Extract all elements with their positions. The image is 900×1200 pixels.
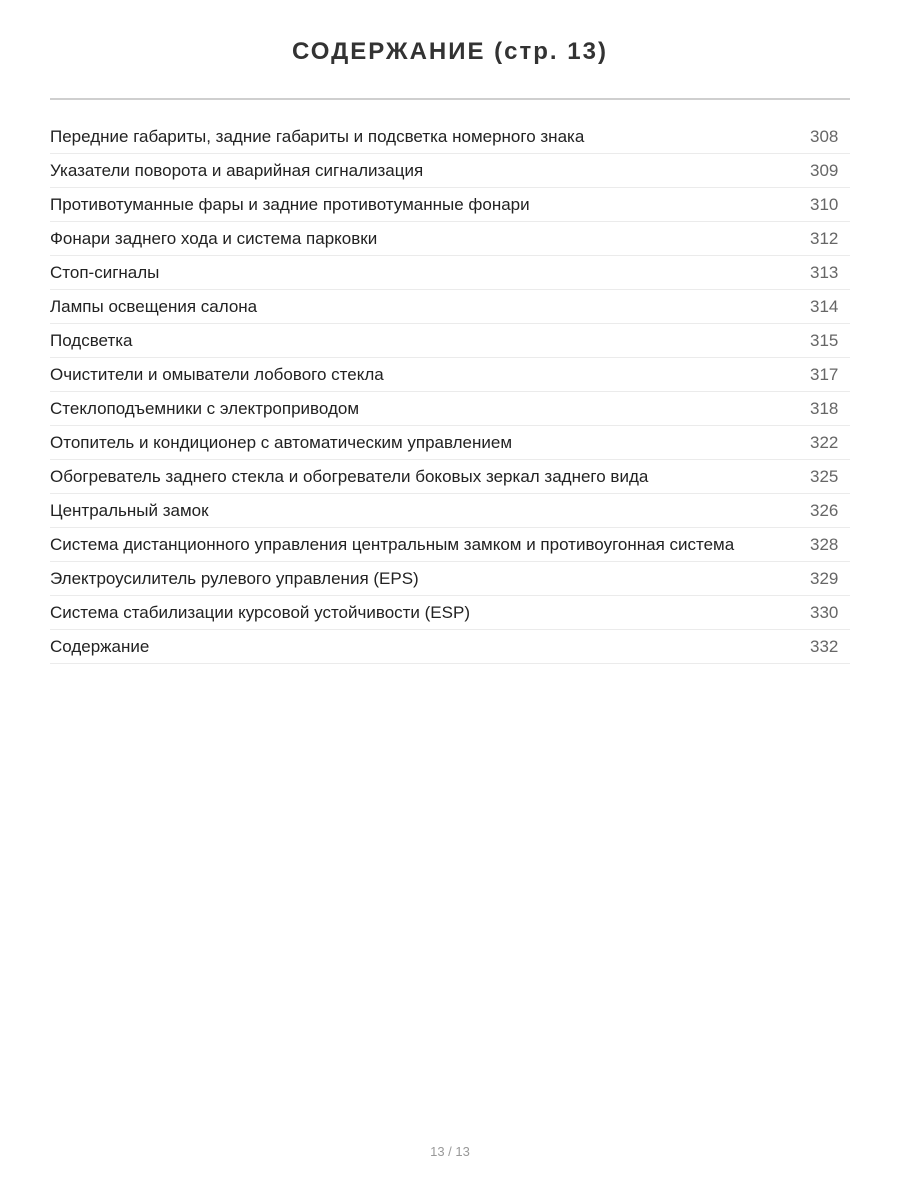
- toc-entry-label: Система дистанционного управления центральным замком и противоугонная система: [50, 534, 735, 554]
- toc-entry[interactable]: [50, 120, 850, 154]
- toc-entry-page: 309: [810, 160, 839, 180]
- toc-entry[interactable]: [50, 562, 850, 596]
- toc-entry-page: 310: [810, 194, 839, 214]
- toc-entry-page: 308: [810, 126, 839, 146]
- toc-entry-page: 322: [810, 432, 839, 452]
- toc-entry[interactable]: [50, 528, 850, 562]
- toc-entry-label: Лампы освещения салона: [50, 296, 258, 316]
- toc-entry-page: 317: [810, 364, 839, 384]
- toc-entry[interactable]: [50, 460, 850, 494]
- toc-list: [50, 120, 850, 664]
- toc-entry-label: Передние габариты, задние габариты и подсветка номерного знака: [50, 126, 585, 146]
- toc-entry-page: 329: [810, 568, 839, 588]
- toc-entry-page: 325: [810, 466, 839, 486]
- toc-entry-label: Подсветка: [50, 330, 133, 350]
- toc-entry-label: Отопитель и кондиционер с автоматическим управлением: [50, 432, 513, 452]
- toc-entry-page: 312: [810, 228, 839, 248]
- toc-entry-label: Противотуманные фары и задние противотуманные фонари: [50, 194, 530, 214]
- toc-entry[interactable]: [50, 596, 850, 630]
- toc-entry-label: Фонари заднего хода и система парковки: [50, 228, 378, 248]
- toc-entry[interactable]: [50, 324, 850, 358]
- toc-entry[interactable]: [50, 630, 850, 664]
- toc-entry[interactable]: [50, 222, 850, 256]
- toc-entry-label: Центральный замок: [50, 500, 209, 520]
- title-divider: [50, 98, 850, 100]
- toc-entry-page: 313: [810, 262, 839, 282]
- toc-entry-label: Указатели поворота и аварийная сигнализация: [50, 160, 424, 180]
- toc-entry[interactable]: [50, 426, 850, 460]
- toc-entry-label: Обогреватель заднего стекла и обогреватели боковых зеркал заднего вида: [50, 466, 649, 486]
- toc-entry[interactable]: [50, 392, 850, 426]
- toc-entry-page: 330: [810, 602, 839, 622]
- toc-entry-page: 315: [810, 330, 839, 350]
- toc-entry[interactable]: [50, 256, 850, 290]
- toc-entry-page: 332: [810, 636, 839, 656]
- toc-entry[interactable]: [50, 494, 850, 528]
- toc-entry[interactable]: [50, 358, 850, 392]
- toc-entry-label: Электроусилитель рулевого управления (EPS): [50, 568, 419, 588]
- toc-entry-page: 326: [810, 500, 839, 520]
- toc-entry-label: Стеклоподъемники с электроприводом: [50, 398, 360, 418]
- toc-entry[interactable]: [50, 188, 850, 222]
- toc-entry-label: Очистители и омыватели лобового стекла: [50, 364, 384, 384]
- page-title: СОДЕРЖАНИЕ (стр. 13): [292, 38, 608, 65]
- toc-entry-label: Система стабилизации курсовой устойчивости (ESP): [50, 602, 470, 622]
- toc-entry-label: Стоп-сигналы: [50, 262, 160, 282]
- toc-entry[interactable]: [50, 154, 850, 188]
- toc-entry-page: 328: [810, 534, 839, 554]
- toc-entry-page: 314: [810, 296, 839, 316]
- toc-entry[interactable]: [50, 290, 850, 324]
- page-indicator: 13 / 13: [430, 1144, 470, 1159]
- toc-entry-label: Содержание: [50, 636, 150, 656]
- toc-entry-page: 318: [810, 398, 839, 418]
